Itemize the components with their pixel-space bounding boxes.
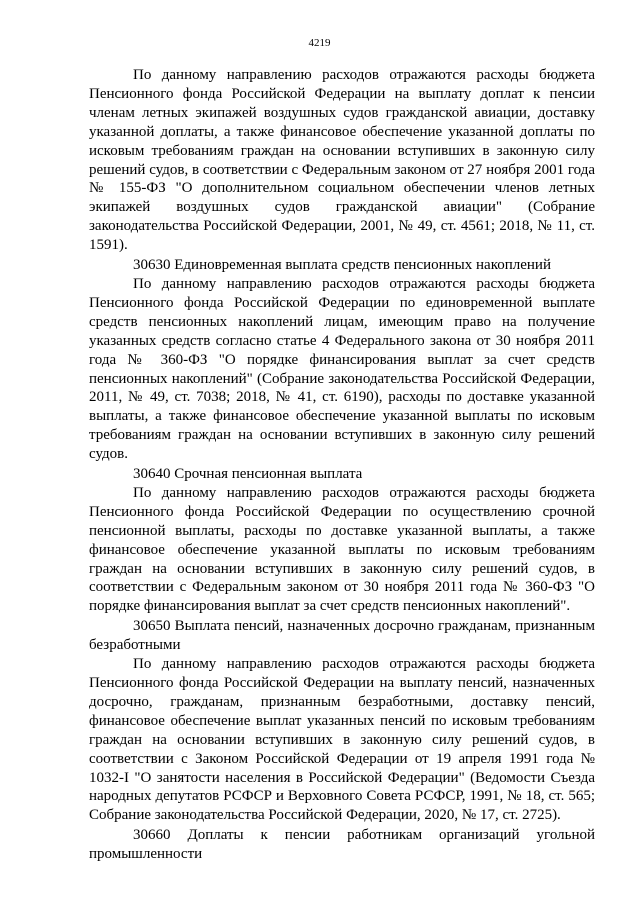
paragraph-lump-sum-pension-savings: По данному направлению расходов отражаются расходы бюджета Пенсионного фонда Российской Федерации по единовременной выплате средств пенсионных накоплений лицам, имеющим право на получение указанных средств согласно статье 4 Федерального закона от 30 ноября 2011 года № 360-ФЗ "О порядке финансирования выплат за счет средств пенсионных накоплений" (Собрание законодательства Российской Федерации, 2011, № 49, ст. 7038; 2018, № 41, ст. 6190), расходы по доставке указанной выплаты, а также финансовое обеспечение указанной выплаты по исковым требованиям граждан на основании вступивших в законную силу решений судов. xyxy=(89,275,595,463)
paragraph-pension-supplement-flight-crews: По данному направлению расходов отражаются расходы бюджета Пенсионного фонда Российской Федерации на выплату доплат к пенсии членам летных экипажей воздушных судов гражданской авиации, доставку указанной доплаты, а также финансовое обеспечение указанной доплаты по исковым требованиям граждан на основании вступивших в законную силу решений судов, в соответствии с Федеральным законом от 27 ноября 2001 года № 155-ФЗ "О дополнительном социальном обеспечении членов летных экипажей воздушных судов гражданской авиации" (Собрание законодательства Российской Федерации, 2001, № 49, ст. 4561; 2018, № 11, ст. 1591). xyxy=(89,67,595,254)
paragraph-urgent-pension-payment: По данному направлению расходов отражаются расходы бюджета Пенсионного фонда Российской Федерации по осуществлению срочной пенсионной выплаты, расходы по доставке указанной выплаты, а также финансовое обеспечение указанной выплаты по исковым требованиям граждан на основании вступивших в законную силу решений судов, в соответствии с Федеральным законом от 30 ноября 2011 года № 360-ФЗ "О порядке финансирования выплат за счет средств пенсионных накоплений". xyxy=(89,484,595,615)
page-number: 4219 xyxy=(308,37,331,49)
section-heading-30650: 30650 Выплата пенсий, назначенных досрочно гражданам, признанным безработными xyxy=(89,618,595,654)
section-heading-30630: 30630 Единовременная выплата средств пенсионных накоплений xyxy=(133,257,551,274)
section-heading-30660: 30660 Доплаты к пенсии работникам организаций угольной промышленности xyxy=(89,827,595,863)
paragraph-early-pensions-unemployed: По данному направлению расходов отражаются расходы бюджета Пенсионного фонда Российской Федерации на выплату пенсий, назначенных досрочно, гражданам, признанным безработными, доставку пенсий, финансовое обеспечение выплат указанных пенсий по исковым требованиям граждан на основании вступивших в законную силу решений судов, в соответствии с Законом Российской Федерации от 19 апреля 1991 года № 1032-I "О занятости населения в Российской Федерации" (Ведомости Съезда народных депутатов РСФСР и Верховного Совета РСФСР, 1991, № 18, ст. 565; Собрание законодательства Российской Федерации, 2020, № 17, ст. 2725). xyxy=(89,656,595,824)
document-body xyxy=(89,66,595,864)
section-heading-30640: 30640 Срочная пенсионная выплата xyxy=(133,466,363,483)
